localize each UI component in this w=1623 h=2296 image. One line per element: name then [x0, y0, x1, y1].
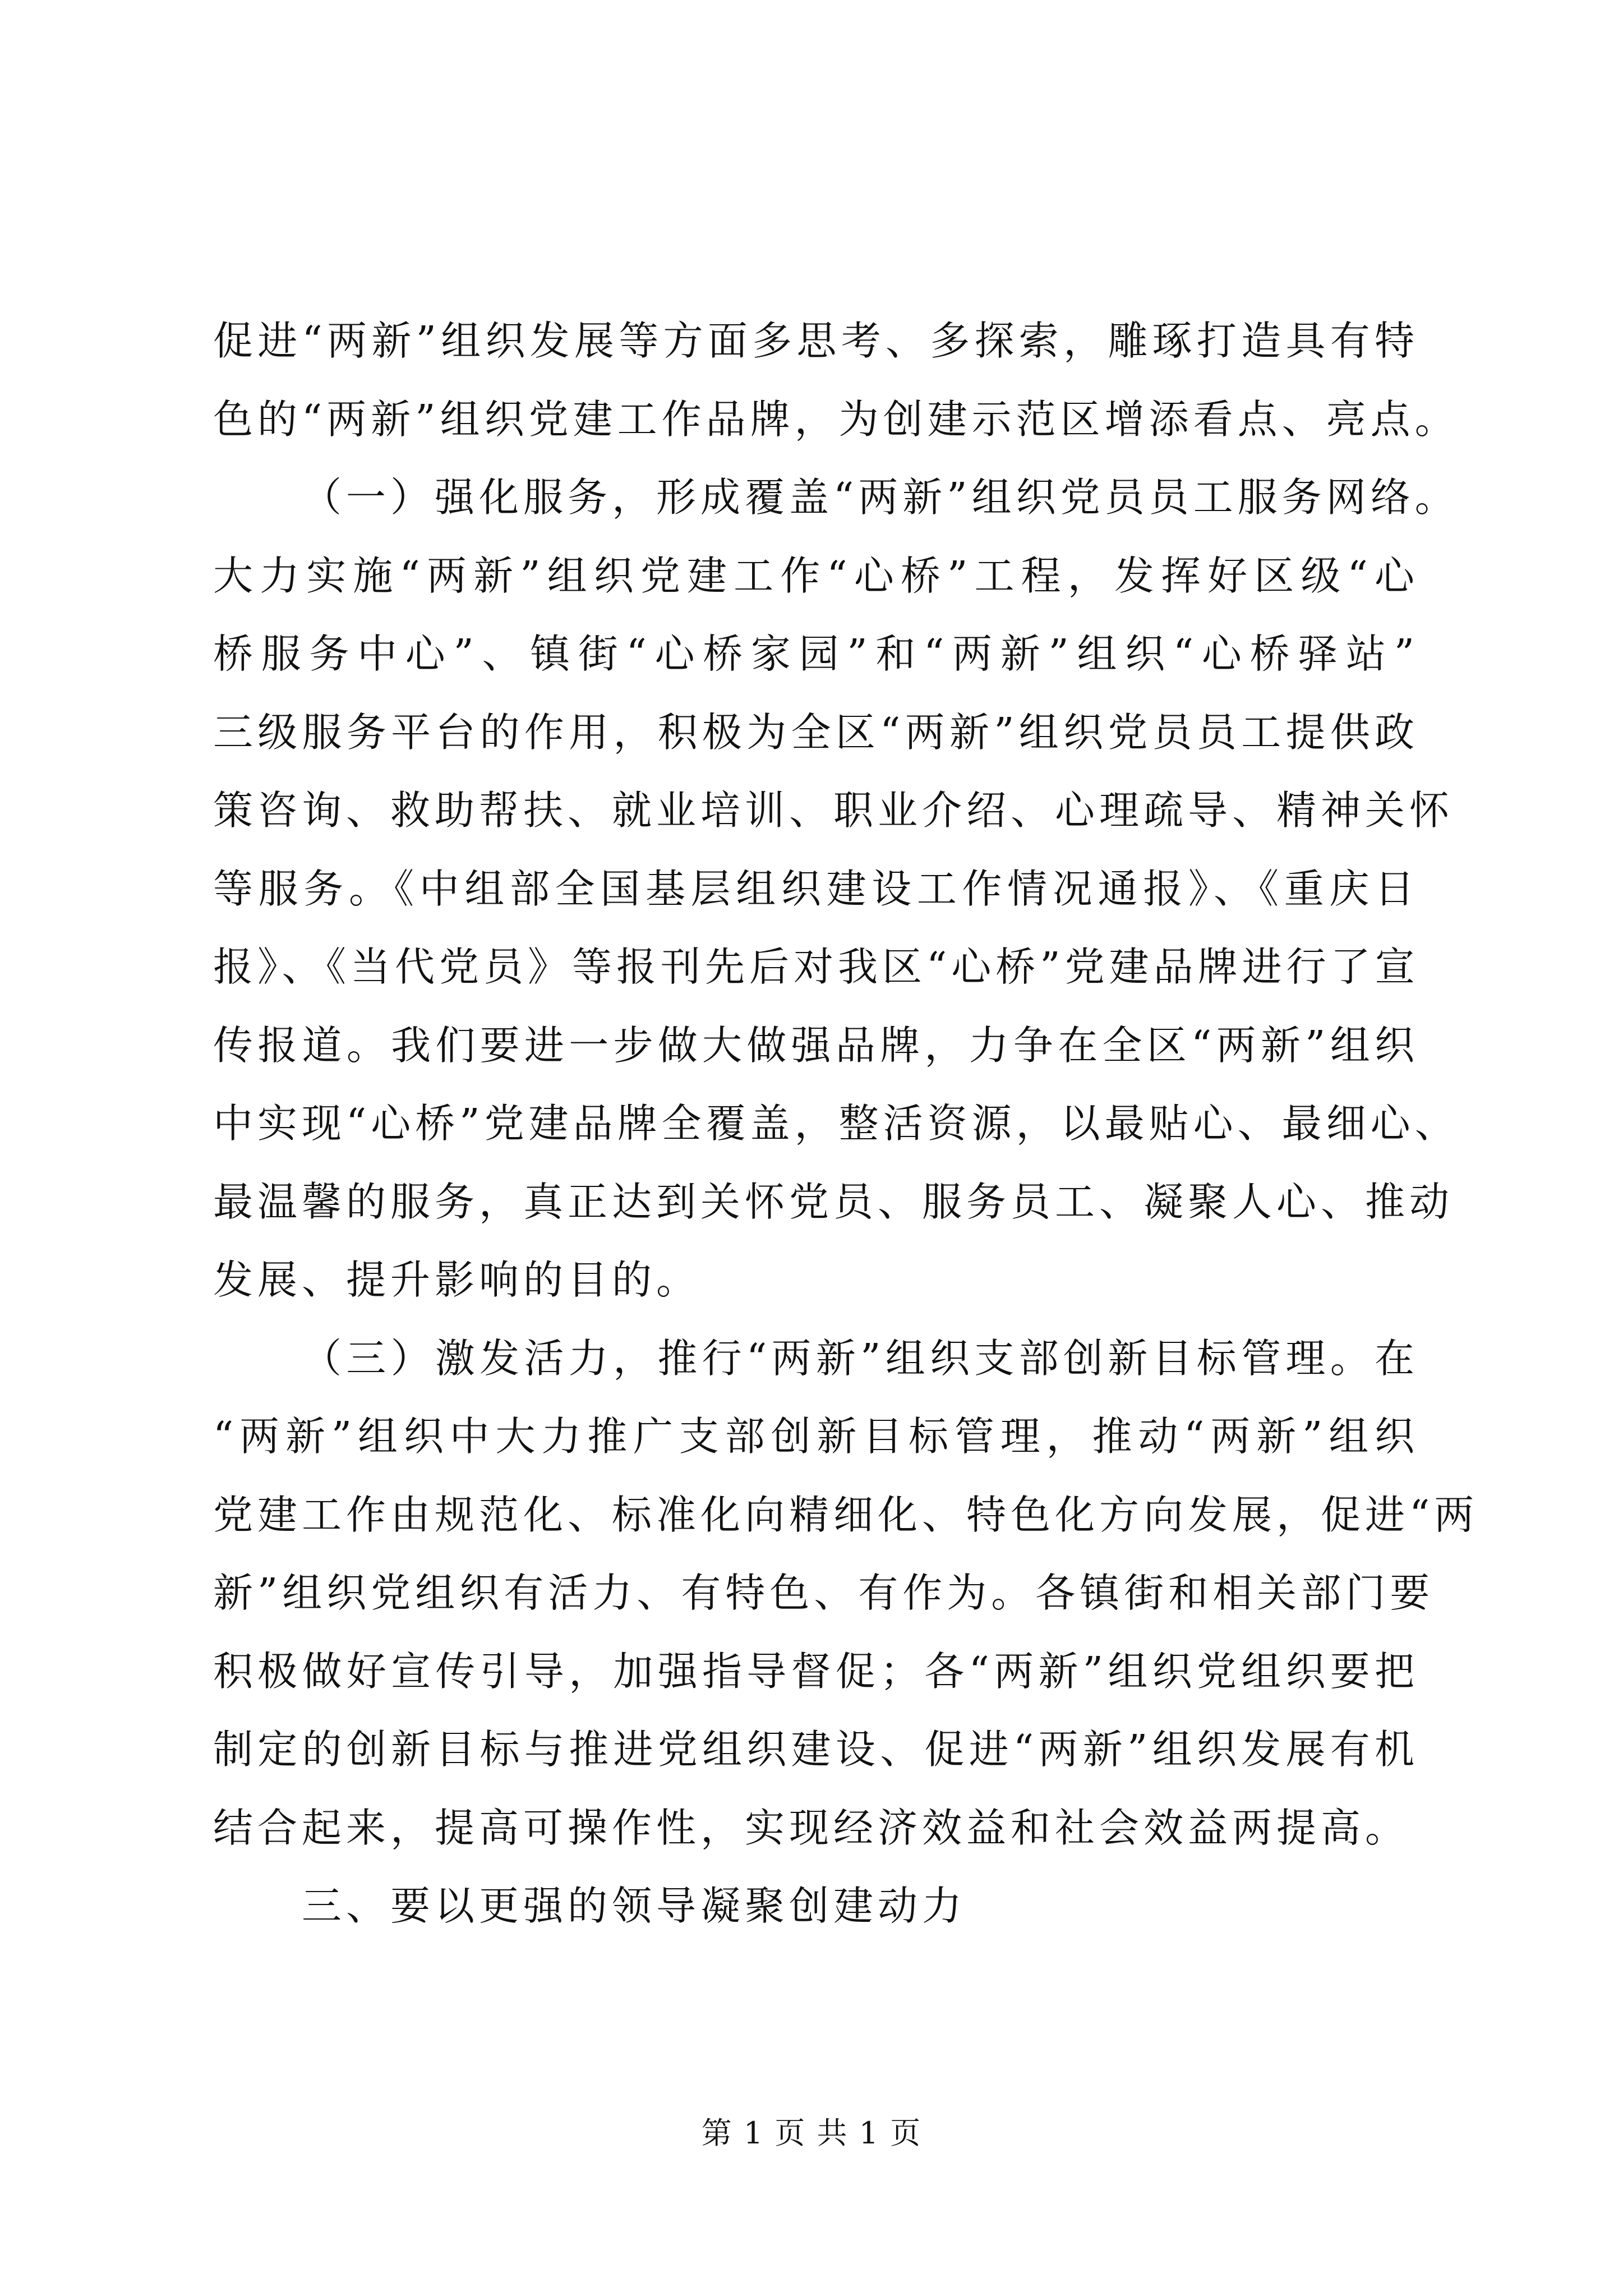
text-line-2: 色的“两新”组织党建工作品牌，为创建示范区增添看点、亮点。: [213, 395, 1459, 443]
text-line-5: 桥服务中心”、镇街“心桥家园”和“两新”组织“心桥驿站”: [213, 631, 1419, 677]
text-line-1: 促进“两新”组织发展等方面多思考、多探索，雕琢打造具有特: [213, 318, 1419, 364]
text-line-17: 新”组织党组织有活力、有特色、有作为。各镇街和相关部门要: [213, 1570, 1435, 1616]
body-text: [213, 302, 1479, 1945]
text-line-12: 最温馨的服务，真正达到关怀党员、服务员工、凝聚人心、推动: [213, 1178, 1454, 1225]
text-line-18: 积极做好宣传引导，加强指导督促；各“两新”组织党组织要把: [213, 1648, 1419, 1695]
text-line-19: 制定的创新目标与推进党组织建设、促进“两新”组织发展有机: [213, 1726, 1419, 1773]
chapter-heading-3: 三、要以更强的领导凝聚创建动力: [302, 1883, 967, 1929]
text-line-7: 策咨询、救助帮扶、就业培训、职业介绍、心理疏导、精神关怀: [213, 787, 1454, 834]
text-line-20: 结合起来，提高可操作性，实现经济效益和社会效益两提高。: [213, 1804, 1410, 1851]
page-number-label: 第 1 页 共 1 页: [701, 2115, 922, 2151]
page-footer: [0, 2109, 1623, 2152]
text-line-6: 三级服务平台的作用，积极为全区“两新”组织党员员工提供政: [213, 708, 1419, 756]
text-line-15: “两新”组织中大力推广支部创新目标管理，推动“两新”组织: [213, 1413, 1419, 1460]
text-line-10: 传报道。我们要进一步做大做强品牌，力争在全区“两新”组织: [213, 1022, 1419, 1069]
text-line-16: 党建工作由规范化、标准化向精细化、特色化方向发展，促进“两: [213, 1491, 1479, 1538]
text-line-9: 报》、《当代党员》等报刊先后对我区“心桥”党建品牌进行了宣: [213, 944, 1419, 990]
text-line-4: 大力实施“两新”组织党建工作“心桥”工程，发挥好区级“心: [213, 552, 1419, 599]
text-line-13: 发展、提升影响的目的。: [213, 1257, 701, 1303]
text-line-11: 中实现“心桥”党建品牌全覆盖，整活资源，以最贴心、最细心、: [213, 1100, 1459, 1147]
text-line-8: 等服务。《中组部全国基层组织建设工作情况通报》、《重庆日: [213, 865, 1419, 912]
section-heading-3: （三）激发活力，推行“两新”组织支部创新目标管理。在: [302, 1335, 1419, 1382]
section-heading-1: （一）强化服务，形成覆盖“两新”组织党员员工服务网络。: [302, 474, 1459, 521]
